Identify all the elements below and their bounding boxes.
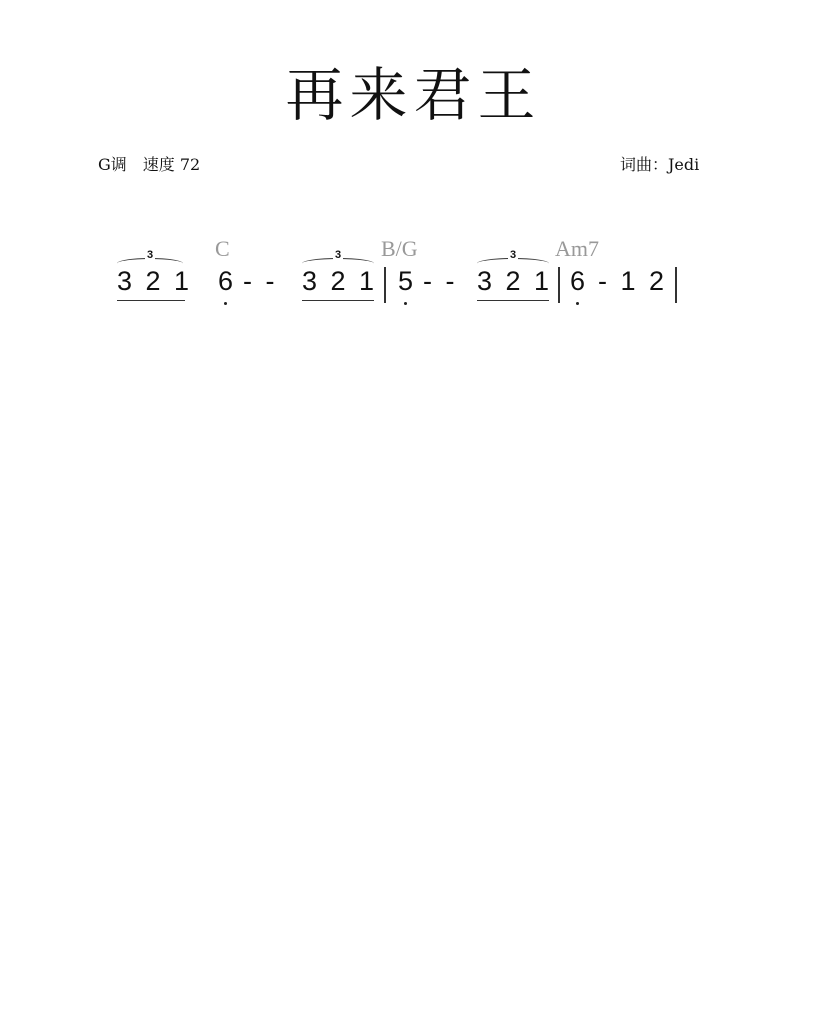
chord-symbol: C bbox=[215, 236, 230, 261]
jianpu-note: 3 2 1 bbox=[302, 266, 375, 296]
barline bbox=[675, 267, 677, 303]
lower-octave-dot bbox=[576, 302, 579, 305]
jianpu-note: 5 bbox=[398, 266, 414, 296]
jianpu-note: 6 bbox=[570, 266, 586, 296]
jianpu-note: - 1 2 bbox=[598, 266, 665, 296]
eighth-beam bbox=[302, 300, 374, 301]
chord-symbol: B/G bbox=[381, 236, 418, 261]
jianpu-note: - - bbox=[423, 266, 455, 296]
key-and-tempo: G调 速度 72 bbox=[98, 155, 201, 174]
triplet-number: 3 bbox=[334, 249, 342, 261]
triplet-number: 3 bbox=[509, 249, 517, 261]
triplet-number: 3 bbox=[146, 249, 154, 261]
jianpu-note: - - bbox=[243, 266, 275, 296]
chord-symbol: Am7 bbox=[555, 236, 599, 261]
eighth-beam bbox=[117, 300, 185, 301]
credits: 词曲：Jedi bbox=[620, 155, 700, 174]
eighth-beam bbox=[477, 300, 549, 301]
jianpu-note: 3 2 1 bbox=[477, 266, 550, 296]
lower-octave-dot bbox=[224, 302, 227, 305]
lower-octave-dot bbox=[404, 302, 407, 305]
jianpu-note: 6 bbox=[218, 266, 234, 296]
barline bbox=[558, 267, 560, 303]
jianpu-note: 3 2 1 bbox=[117, 266, 190, 296]
barline bbox=[384, 267, 386, 303]
song-title: 再来君王 bbox=[285, 61, 542, 129]
